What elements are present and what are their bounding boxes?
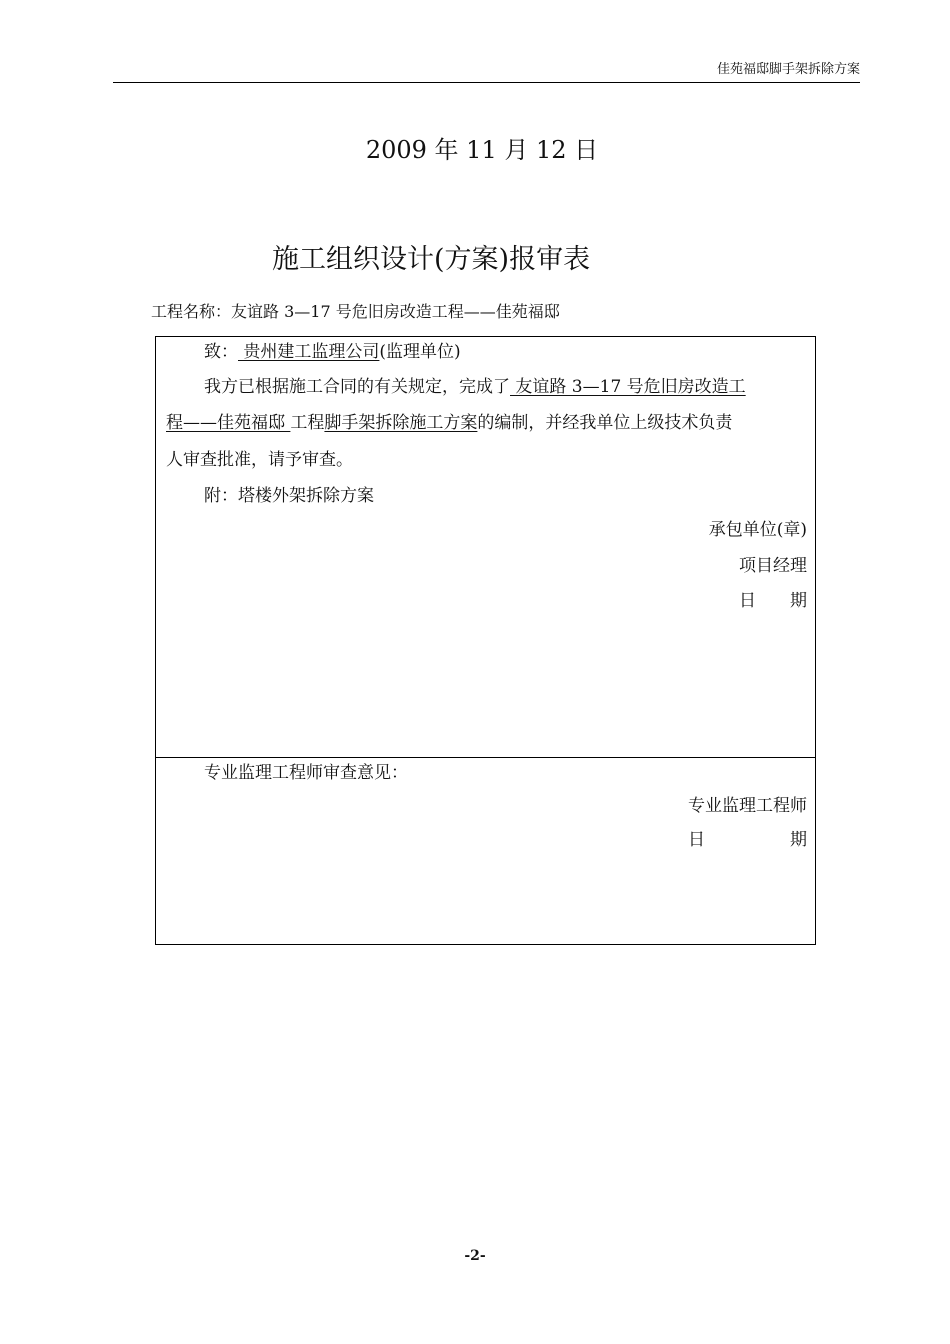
date-field-bottom: 日 期: [688, 830, 807, 850]
engineer-review-section: [156, 758, 815, 944]
running-header: 佳苑福邸脚手架拆除方案: [113, 62, 860, 83]
approval-form-table: [155, 336, 816, 945]
addressee-label: 致：: [204, 342, 238, 362]
body-text-1: 我方已根据施工合同的有关规定，完成了: [204, 377, 510, 397]
page-number: -2-: [464, 1248, 486, 1264]
project-name-label: 工程名称：: [151, 302, 232, 321]
supervision-company: 贵州建工监理公司: [238, 342, 380, 362]
date-field-top: 日 期: [739, 591, 807, 611]
contractor-section: [156, 337, 815, 758]
attachment-line: 附：塔楼外架拆除方案: [204, 486, 374, 506]
body-text-3: 的编制，并经我单位上级技术负责: [477, 413, 733, 433]
project-name-value: 友谊路 3—17 号危旧房改造工程——佳苑福邸: [231, 302, 560, 321]
body-project-2: 程——佳苑福邸: [166, 413, 291, 433]
body-line-3: 人审查批准，请予审查。: [166, 450, 353, 470]
document-date: 2009 年 11 月 12 日: [365, 136, 599, 164]
body-plan-name: 脚手架拆除施工方案: [324, 413, 478, 433]
form-title: 施工组织设计(方案)报审表: [272, 244, 591, 275]
project-manager: 项目经理: [739, 556, 807, 576]
review-opinion-label: 专业监理工程师审查意见：: [204, 763, 408, 783]
body-line-2: [166, 411, 732, 435]
project-name-line: [151, 300, 560, 324]
body-line-1: [204, 375, 746, 399]
addressee-line: [204, 340, 461, 364]
body-project-1: 友谊路 3—17 号危旧房改造工: [510, 377, 746, 397]
addressee-suffix: (监理单位): [379, 342, 461, 362]
contractor-seal: 承包单位(章): [708, 520, 807, 540]
engineer-signature-label: 专业监理工程师: [688, 796, 807, 816]
body-text-2: 工程: [290, 413, 325, 433]
